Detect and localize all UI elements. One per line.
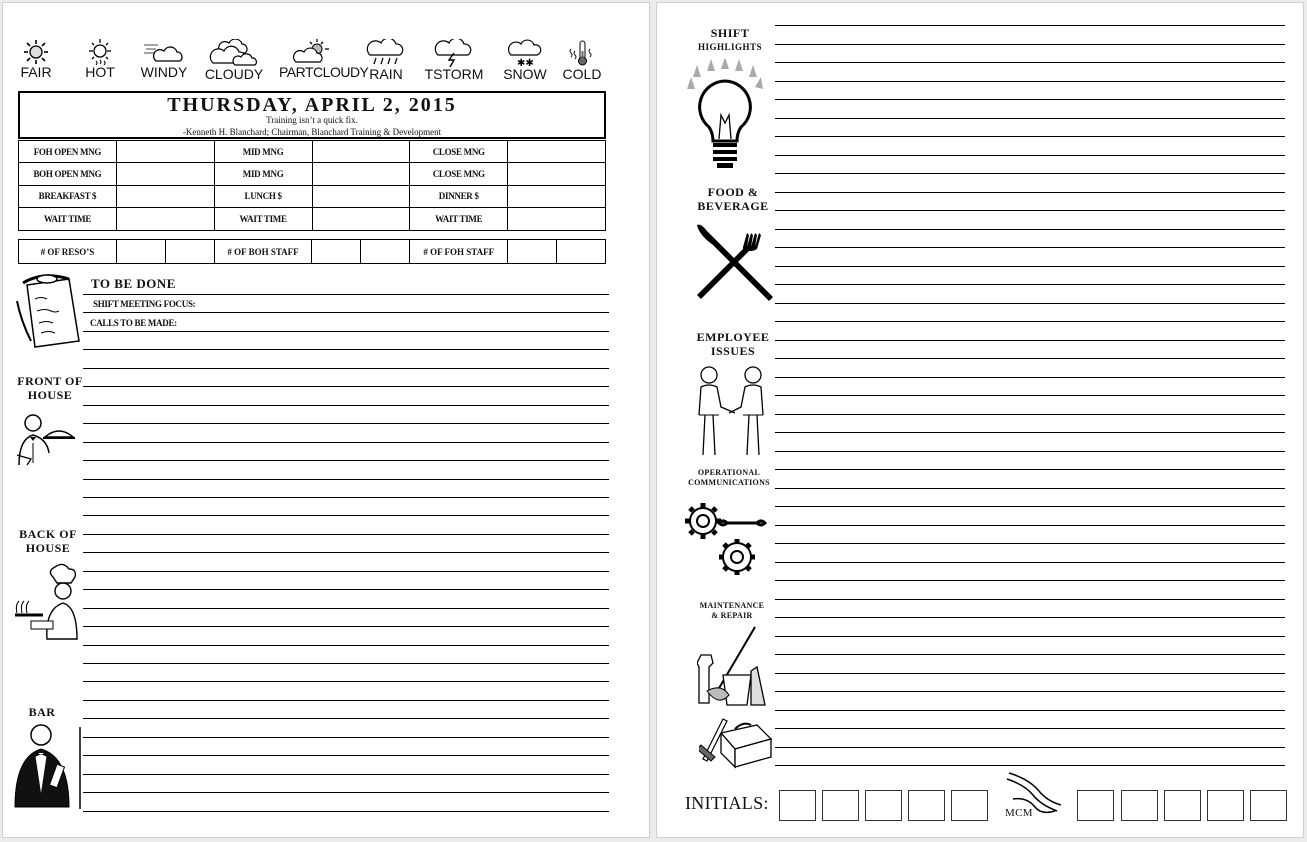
writing-line[interactable] — [775, 81, 1285, 82]
employee-issues-heading — [693, 330, 773, 358]
logo-text: MCM — [1005, 807, 1033, 819]
foh-heading — [13, 374, 87, 402]
partly-cloudy-icon — [290, 39, 334, 65]
writing-line[interactable] — [83, 792, 609, 793]
writing-line[interactable] — [775, 118, 1285, 119]
lightbulb-icon — [685, 59, 775, 175]
weather-label: WINDY — [140, 64, 188, 80]
weather-label: COLD — [562, 66, 602, 82]
writing-line[interactable] — [775, 44, 1285, 45]
employee-heading-line-1: EMPLOYEE — [696, 330, 770, 344]
table-cell[interactable] — [312, 240, 361, 264]
left-page — [2, 2, 650, 838]
wind-cloud-icon — [142, 39, 186, 65]
table-cell[interactable] — [116, 240, 165, 264]
table-label: BREAKFAST $ — [19, 185, 117, 207]
writing-line[interactable] — [83, 515, 609, 516]
operational-communications-heading — [685, 468, 773, 488]
writing-line[interactable] — [775, 673, 1285, 674]
weather-fair[interactable] — [3, 39, 69, 80]
thermometer-icon — [567, 39, 597, 67]
server-icon — [13, 411, 83, 469]
table-label: WAIT TIME — [19, 208, 117, 230]
sun-icon — [21, 39, 51, 65]
writing-line[interactable] — [775, 728, 1285, 729]
writing-line[interactable] — [775, 210, 1285, 211]
writing-line[interactable] — [83, 811, 609, 812]
table-cell[interactable] — [508, 208, 606, 230]
writing-line[interactable] — [775, 710, 1285, 711]
writing-line[interactable] — [775, 229, 1285, 230]
writing-line[interactable] — [775, 62, 1285, 63]
table-label: DINNER $ — [410, 185, 508, 207]
writing-line[interactable] — [83, 534, 609, 535]
table-cell[interactable] — [508, 240, 557, 264]
shift-heading-line-2: HIGHLIGHTS — [697, 42, 763, 52]
weather-label: SNOW — [503, 66, 547, 82]
initials-box[interactable] — [822, 790, 859, 821]
writing-line[interactable] — [775, 599, 1285, 600]
table-label: MID MNG — [214, 141, 312, 163]
weather-label: FAIR — [20, 64, 52, 80]
to-be-done-heading: TO BE DONE — [91, 276, 176, 291]
weather-cloudy[interactable] — [201, 39, 267, 82]
rain-icon — [364, 39, 408, 67]
writing-line[interactable] — [775, 155, 1285, 156]
table-row — [19, 163, 606, 185]
table-cell[interactable] — [116, 208, 214, 230]
writing-line[interactable] — [83, 423, 609, 424]
table-label: MID MNG — [214, 163, 312, 185]
writing-line[interactable] — [83, 349, 609, 350]
employee-heading-line-2: ISSUES — [710, 344, 756, 358]
weather-windy[interactable] — [131, 39, 197, 80]
table-cell[interactable] — [508, 185, 606, 207]
writing-line[interactable] — [775, 525, 1285, 526]
writing-line[interactable] — [83, 663, 609, 664]
writing-line[interactable] — [775, 136, 1285, 137]
table-label: WAIT TIME — [410, 208, 508, 230]
writing-line[interactable] — [83, 460, 609, 461]
writing-line[interactable] — [83, 294, 609, 295]
table-cell[interactable] — [557, 240, 606, 264]
writing-line[interactable] — [83, 645, 609, 646]
weather-label: PARTCLOUDY — [279, 64, 369, 80]
writing-line[interactable] — [775, 266, 1285, 267]
table-row — [19, 208, 606, 230]
writing-line[interactable] — [83, 331, 609, 332]
table-cell[interactable] — [165, 240, 214, 264]
writing-line[interactable] — [83, 681, 609, 682]
boh-heading-line-1: BACK OF — [19, 527, 77, 541]
quote-author: -Kenneth H. Blanchard; Chairman, Blanchard Training & Development — [182, 127, 442, 137]
table-cell[interactable] — [312, 141, 410, 163]
writing-line[interactable] — [775, 580, 1285, 581]
table-label: CLOSE MNG — [410, 163, 508, 185]
writing-line[interactable] — [83, 755, 609, 756]
weather-hot[interactable] — [67, 39, 133, 80]
table-label: # OF BOH STAFF — [214, 240, 312, 264]
writing-line[interactable] — [83, 552, 609, 553]
table-cell[interactable] — [361, 240, 410, 264]
table-label: FOH OPEN MNG — [19, 141, 117, 163]
table-cell[interactable] — [312, 208, 410, 230]
writing-line[interactable] — [83, 571, 609, 572]
writing-line[interactable] — [775, 469, 1285, 470]
weather-rain[interactable] — [353, 39, 419, 82]
ops-heading-line-1: OPERATIONAL — [697, 468, 761, 477]
writing-line[interactable] — [775, 432, 1285, 433]
hot-sun-icon — [83, 39, 117, 65]
food-beverage-heading — [685, 185, 781, 213]
writing-line[interactable] — [83, 700, 609, 701]
writing-line[interactable] — [83, 312, 609, 313]
page-date: THURSDAY, APRIL 2, 2015 — [167, 94, 457, 116]
weather-label: CLOUDY — [204, 66, 264, 82]
initials-box[interactable] — [908, 790, 945, 821]
date-header — [18, 91, 606, 139]
table-row — [19, 141, 606, 163]
initials-box[interactable] — [1207, 790, 1244, 821]
weather-label: HOT — [85, 64, 115, 80]
writing-line[interactable] — [775, 303, 1285, 304]
writing-line[interactable] — [83, 442, 609, 443]
food-heading-line-2: BEVERAGE — [697, 199, 769, 213]
writing-line[interactable] — [775, 99, 1285, 100]
writing-line[interactable] — [775, 414, 1285, 415]
maint-heading-line-2: & REPAIR — [711, 611, 753, 620]
writing-line[interactable] — [775, 654, 1285, 655]
weather-label: RAIN — [369, 66, 403, 82]
writing-line[interactable] — [83, 608, 609, 609]
writing-line[interactable] — [83, 774, 609, 775]
writing-line[interactable] — [775, 488, 1285, 489]
boh-heading — [11, 527, 85, 555]
writing-line[interactable] — [775, 562, 1285, 563]
writing-line[interactable] — [83, 497, 609, 498]
weather-label: TSTORM — [424, 66, 484, 82]
thunderstorm-icon — [432, 39, 476, 67]
table-label: # OF FOH STAFF — [410, 240, 508, 264]
boh-heading-line-2: HOUSE — [25, 541, 71, 555]
svg-text:✱✱: ✱✱ — [517, 58, 534, 67]
table-label: # OF RESO’S — [19, 240, 117, 264]
shift-highlights-heading — [685, 26, 775, 54]
writing-line[interactable] — [775, 395, 1285, 396]
right-page — [656, 2, 1304, 838]
knife-fork-icon — [693, 221, 775, 303]
table-cell[interactable] — [312, 185, 410, 207]
writing-line[interactable] — [83, 368, 609, 369]
table-label: CLOSE MNG — [410, 141, 508, 163]
initials-box[interactable] — [1077, 790, 1114, 821]
manager-table — [18, 140, 606, 231]
foh-heading-line-2: HOUSE — [27, 388, 73, 402]
initials-box[interactable] — [1121, 790, 1158, 821]
writing-line[interactable] — [83, 737, 609, 738]
writing-line[interactable] — [775, 636, 1285, 637]
table-cell[interactable] — [116, 163, 214, 185]
writing-line[interactable] — [775, 192, 1285, 193]
handshake-icon — [695, 365, 773, 457]
initials-box[interactable] — [865, 790, 902, 821]
staff-count-table — [18, 239, 606, 264]
writing-line[interactable] — [83, 626, 609, 627]
snow-icon — [505, 39, 545, 67]
writing-line[interactable] — [83, 718, 609, 719]
chef-icon — [11, 563, 83, 641]
table-row — [19, 240, 606, 264]
maintenance-repair-heading — [687, 601, 777, 621]
initials-box[interactable] — [779, 790, 816, 821]
cleaning-supplies-icon — [697, 625, 773, 709]
writing-line[interactable] — [775, 691, 1285, 692]
foh-heading-line-1: FRONT OF — [17, 374, 83, 388]
table-cell[interactable] — [508, 141, 606, 163]
writing-line[interactable] — [775, 25, 1285, 26]
table-cell[interactable] — [116, 141, 214, 163]
writing-line[interactable] — [775, 451, 1285, 452]
initials-box[interactable] — [951, 790, 988, 821]
table-cell[interactable] — [508, 163, 606, 185]
table-cell[interactable] — [116, 185, 214, 207]
weather-cold[interactable] — [549, 39, 615, 82]
bar-heading: BAR — [28, 705, 56, 719]
writing-line[interactable] — [83, 479, 609, 480]
bartender-icon — [13, 721, 83, 811]
table-cell[interactable] — [312, 163, 410, 185]
initials-box[interactable] — [1164, 790, 1201, 821]
writing-line[interactable] — [775, 340, 1285, 341]
writing-line[interactable] — [775, 247, 1285, 248]
writing-line[interactable] — [775, 377, 1285, 378]
clipboard-icon — [13, 271, 83, 349]
cloud-icon — [209, 39, 259, 67]
calls-label: CALLS TO BE MADE: — [90, 318, 177, 328]
writing-line[interactable] — [775, 358, 1285, 359]
shift-heading-line-1: SHIFT — [710, 26, 750, 40]
writing-line[interactable] — [775, 284, 1285, 285]
weather-tstorm[interactable] — [421, 39, 487, 82]
daily-quote: Training isn’t a quick fix. — [266, 115, 358, 125]
table-label: WAIT TIME — [214, 208, 312, 230]
toolbox-icon — [699, 713, 773, 769]
writing-line[interactable] — [775, 543, 1285, 544]
writing-line[interactable] — [775, 617, 1285, 618]
initials-box[interactable] — [1250, 790, 1287, 821]
gears-icon — [681, 497, 771, 579]
writing-line[interactable] — [775, 747, 1285, 748]
writing-line[interactable] — [83, 405, 609, 406]
writing-line[interactable] — [83, 386, 609, 387]
writing-line[interactable] — [83, 589, 609, 590]
initials-label: INITIALS: — [685, 793, 769, 813]
writing-line[interactable] — [775, 321, 1285, 322]
table-label: BOH OPEN MNG — [19, 163, 117, 185]
ops-heading-line-2: COMMUNICATIONS — [688, 478, 770, 487]
maint-heading-line-1: MAINTENANCE — [699, 601, 765, 610]
writing-line[interactable] — [775, 173, 1285, 174]
shift-focus-label: SHIFT MEETING FOCUS: — [93, 299, 196, 309]
writing-line[interactable] — [775, 765, 1285, 766]
weather-partcloudy[interactable] — [279, 39, 369, 80]
restaurant-logo — [1003, 769, 1065, 823]
food-heading-line-1: FOOD & — [707, 185, 759, 199]
writing-line[interactable] — [775, 506, 1285, 507]
table-label: LUNCH $ — [214, 185, 312, 207]
table-row — [19, 185, 606, 207]
